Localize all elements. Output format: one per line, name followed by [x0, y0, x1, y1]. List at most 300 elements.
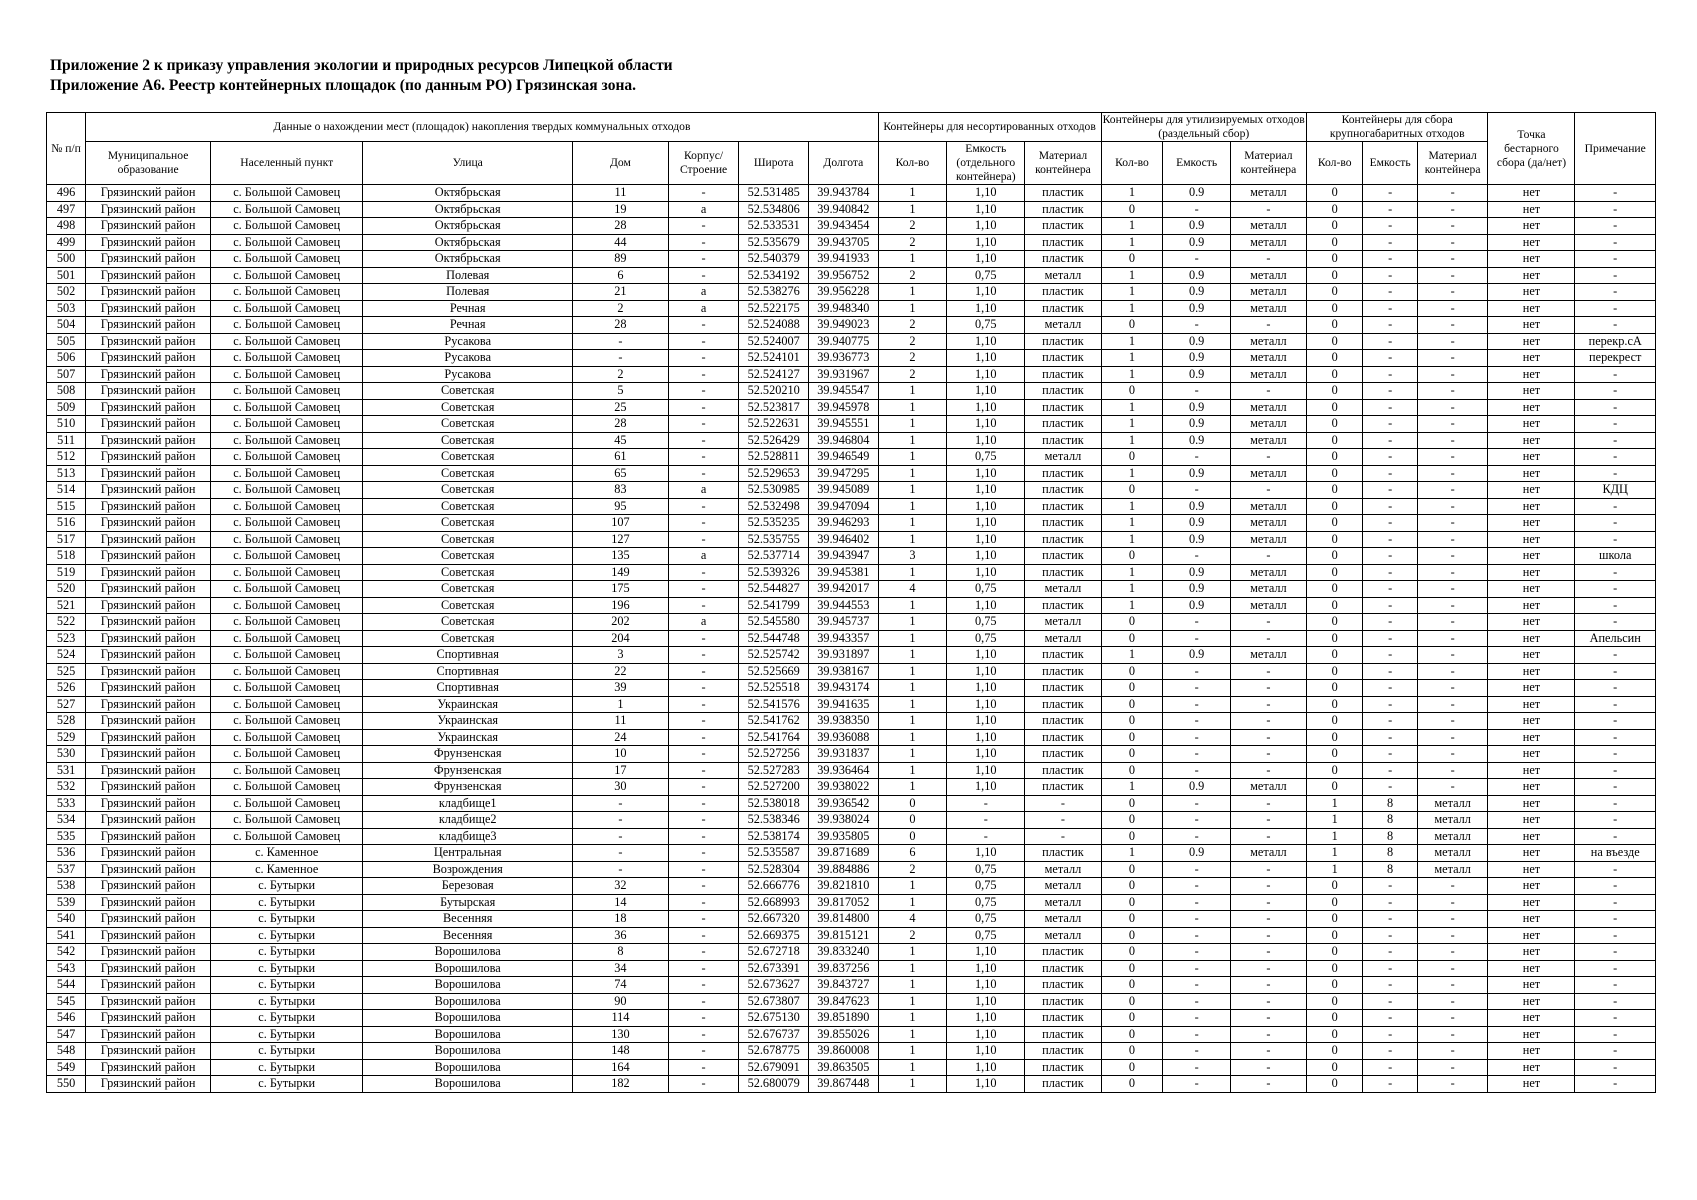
cell-municipality: Грязинский район — [86, 317, 211, 334]
cell-num: 503 — [47, 300, 86, 317]
cell-b-material: - — [1417, 977, 1488, 994]
cell-u-volume: 1,10 — [947, 1026, 1025, 1043]
cell-b-count: 0 — [1306, 300, 1363, 317]
cell-building: - — [668, 993, 739, 1010]
cell-u-count: 1 — [878, 201, 946, 218]
cell-municipality: Грязинский район — [86, 713, 211, 730]
cell-lat: 52.534192 — [739, 267, 809, 284]
cell-lon: 39.946402 — [808, 531, 878, 548]
cell-house: 19 — [573, 201, 669, 218]
table-row — [47, 498, 1656, 515]
cell-b-material: - — [1417, 416, 1488, 433]
cell-street: Октябрьская — [363, 185, 573, 202]
cell-street: Фрунзенская — [363, 746, 573, 763]
cell-house: 74 — [573, 977, 669, 994]
cell-b-material: - — [1417, 1076, 1488, 1093]
cell-s-volume: 0.9 — [1163, 300, 1230, 317]
cell-s-count: 0 — [1101, 1043, 1163, 1060]
unsorted-group-header: Контейнеры для несортированных отходов — [878, 113, 1101, 142]
cell-u-material: пластик — [1025, 779, 1101, 796]
cell-settlement: с. Большой Самовец — [211, 366, 363, 383]
cell-bagless: нет — [1488, 366, 1575, 383]
cell-u-count: 1 — [878, 1026, 946, 1043]
cell-street: Украинская — [363, 729, 573, 746]
cell-street: Октябрьская — [363, 201, 573, 218]
cell-lat: 52.538346 — [739, 812, 809, 829]
cell-b-count: 0 — [1306, 1010, 1363, 1027]
cell-street: Весенняя — [363, 927, 573, 944]
cell-b-material: металл — [1417, 861, 1488, 878]
cell-num: 528 — [47, 713, 86, 730]
cell-lat: 52.679091 — [739, 1059, 809, 1076]
cell-note: школа — [1575, 548, 1656, 565]
cell-bagless: нет — [1488, 1059, 1575, 1076]
cell-b-count: 0 — [1306, 383, 1363, 400]
cell-s-count: 0 — [1101, 251, 1163, 268]
cell-house: 2 — [573, 300, 669, 317]
cell-settlement: с. Бутырки — [211, 911, 363, 928]
cell-street: Возрождения — [363, 861, 573, 878]
cell-lat: 52.668993 — [739, 894, 809, 911]
lon-header: Долгота — [808, 142, 878, 185]
cell-u-count: 1 — [878, 894, 946, 911]
cell-bagless: нет — [1488, 647, 1575, 664]
cell-municipality: Грязинский район — [86, 878, 211, 895]
cell-s-material: - — [1230, 482, 1306, 499]
building-header: Корпус/ Строение — [668, 142, 739, 185]
cell-u-count: 2 — [878, 317, 946, 334]
cell-bagless: нет — [1488, 1076, 1575, 1093]
cell-bagless: нет — [1488, 185, 1575, 202]
cell-note: - — [1575, 366, 1656, 383]
cell-u-volume: 1,10 — [947, 284, 1025, 301]
cell-u-volume: 1,10 — [947, 201, 1025, 218]
cell-lon: 39.945381 — [808, 564, 878, 581]
cell-num: 550 — [47, 1076, 86, 1093]
cell-lon: 39.940775 — [808, 333, 878, 350]
cell-note: - — [1575, 284, 1656, 301]
cell-s-volume: 0.9 — [1163, 531, 1230, 548]
cell-lon: 39.943454 — [808, 218, 878, 235]
cell-b-count: 0 — [1306, 432, 1363, 449]
cell-settlement: с. Большой Самовец — [211, 746, 363, 763]
cell-s-volume: - — [1163, 383, 1230, 400]
cell-s-volume: 0.9 — [1163, 234, 1230, 251]
cell-municipality: Грязинский район — [86, 597, 211, 614]
cell-lon: 39.867448 — [808, 1076, 878, 1093]
cell-bagless: нет — [1488, 350, 1575, 367]
cell-num: 509 — [47, 399, 86, 416]
cell-house: 135 — [573, 548, 669, 565]
cell-lat: 52.538174 — [739, 828, 809, 845]
cell-lon: 39.938024 — [808, 812, 878, 829]
cell-lon: 39.947295 — [808, 465, 878, 482]
cell-building: - — [668, 713, 739, 730]
cell-b-material: - — [1417, 894, 1488, 911]
cell-street: Речная — [363, 300, 573, 317]
cell-u-volume: 1,10 — [947, 746, 1025, 763]
document-title — [50, 56, 673, 96]
cell-num: 513 — [47, 465, 86, 482]
cell-b-material: - — [1417, 1059, 1488, 1076]
cell-b-material: - — [1417, 300, 1488, 317]
cell-u-count: 2 — [878, 861, 946, 878]
cell-settlement: с. Большой Самовец — [211, 597, 363, 614]
cell-street: Ворошилова — [363, 1026, 573, 1043]
cell-bagless: нет — [1488, 383, 1575, 400]
cell-note: - — [1575, 812, 1656, 829]
cell-house: 202 — [573, 614, 669, 631]
cell-u-material: пластик — [1025, 746, 1101, 763]
cell-note: перекрест — [1575, 350, 1656, 367]
table-row — [47, 1026, 1656, 1043]
cell-building: - — [668, 696, 739, 713]
cell-building: - — [668, 350, 739, 367]
cell-b-volume: 8 — [1363, 828, 1417, 845]
cell-settlement: с. Бутырки — [211, 1010, 363, 1027]
cell-u-count: 4 — [878, 911, 946, 928]
cell-b-volume: - — [1363, 746, 1417, 763]
cell-u-volume: 0,75 — [947, 267, 1025, 284]
cell-s-volume: 0.9 — [1163, 498, 1230, 515]
cell-s-material: - — [1230, 317, 1306, 334]
cell-s-volume: 0.9 — [1163, 465, 1230, 482]
cell-street: кладбище1 — [363, 795, 573, 812]
cell-num: 522 — [47, 614, 86, 631]
cell-settlement: с. Большой Самовец — [211, 828, 363, 845]
cell-note: - — [1575, 185, 1656, 202]
cell-municipality: Грязинский район — [86, 977, 211, 994]
cell-street: Советская — [363, 416, 573, 433]
cell-s-volume: 0.9 — [1163, 284, 1230, 301]
cell-b-count: 0 — [1306, 944, 1363, 961]
cell-num: 521 — [47, 597, 86, 614]
cell-house: 196 — [573, 597, 669, 614]
table-row — [47, 201, 1656, 218]
table-row — [47, 894, 1656, 911]
cell-b-material: - — [1417, 927, 1488, 944]
cell-street: Советская — [363, 531, 573, 548]
cell-b-material: - — [1417, 960, 1488, 977]
cell-municipality: Грязинский район — [86, 944, 211, 961]
cell-lat: 52.538276 — [739, 284, 809, 301]
cell-note: - — [1575, 1076, 1656, 1093]
cell-s-material: - — [1230, 1059, 1306, 1076]
cell-u-volume: 1,10 — [947, 977, 1025, 994]
cell-street: Советская — [363, 399, 573, 416]
cell-building: - — [668, 432, 739, 449]
cell-b-volume: - — [1363, 1043, 1417, 1060]
cell-house: 24 — [573, 729, 669, 746]
table-row — [47, 1059, 1656, 1076]
cell-num: 526 — [47, 680, 86, 697]
lat-header: Широта — [739, 142, 809, 185]
cell-note: - — [1575, 960, 1656, 977]
cell-municipality: Грязинский район — [86, 300, 211, 317]
cell-s-volume: - — [1163, 927, 1230, 944]
cell-street: Советская — [363, 581, 573, 598]
cell-bagless: нет — [1488, 630, 1575, 647]
cell-house: 148 — [573, 1043, 669, 1060]
cell-settlement: с. Большой Самовец — [211, 482, 363, 499]
table-row — [47, 218, 1656, 235]
cell-street: Ворошилова — [363, 1043, 573, 1060]
cell-lon: 39.941933 — [808, 251, 878, 268]
cell-lat: 52.537714 — [739, 548, 809, 565]
cell-lon: 39.945547 — [808, 383, 878, 400]
cell-building: - — [668, 762, 739, 779]
cell-note: - — [1575, 696, 1656, 713]
cell-bagless: нет — [1488, 1043, 1575, 1060]
cell-s-material: - — [1230, 993, 1306, 1010]
cell-note: перекр.сА — [1575, 333, 1656, 350]
cell-num: 543 — [47, 960, 86, 977]
cell-note: - — [1575, 729, 1656, 746]
cell-u-count: 1 — [878, 1059, 946, 1076]
cell-num: 512 — [47, 449, 86, 466]
cell-street: Советская — [363, 465, 573, 482]
cell-lon: 39.945737 — [808, 614, 878, 631]
cell-building: - — [668, 894, 739, 911]
cell-b-volume: 8 — [1363, 795, 1417, 812]
cell-u-material: пластик — [1025, 1059, 1101, 1076]
cell-bagless: нет — [1488, 762, 1575, 779]
table-row — [47, 317, 1656, 334]
cell-u-volume: 1,10 — [947, 564, 1025, 581]
cell-b-count: 0 — [1306, 894, 1363, 911]
cell-lat: 52.525518 — [739, 680, 809, 697]
cell-u-count: 1 — [878, 465, 946, 482]
table-row — [47, 185, 1656, 202]
table-row — [47, 746, 1656, 763]
cell-s-volume: - — [1163, 1059, 1230, 1076]
cell-lon: 39.821810 — [808, 878, 878, 895]
cell-house: 28 — [573, 416, 669, 433]
table-row — [47, 927, 1656, 944]
cell-s-volume: - — [1163, 977, 1230, 994]
cell-num: 535 — [47, 828, 86, 845]
cell-num: 497 — [47, 201, 86, 218]
cell-b-volume: 8 — [1363, 812, 1417, 829]
cell-bagless: нет — [1488, 977, 1575, 994]
cell-lat: 52.524127 — [739, 366, 809, 383]
cell-settlement: с. Бутырки — [211, 1059, 363, 1076]
table-row — [47, 1043, 1656, 1060]
cell-note: - — [1575, 218, 1656, 235]
cell-b-volume: - — [1363, 201, 1417, 218]
cell-s-material: металл — [1230, 399, 1306, 416]
cell-b-volume: - — [1363, 630, 1417, 647]
table-row — [47, 482, 1656, 499]
cell-street: Октябрьская — [363, 234, 573, 251]
cell-s-material: - — [1230, 762, 1306, 779]
cell-num: 542 — [47, 944, 86, 961]
cell-u-volume: - — [947, 828, 1025, 845]
cell-lon: 39.938350 — [808, 713, 878, 730]
cell-b-count: 0 — [1306, 465, 1363, 482]
table-row — [47, 449, 1656, 466]
cell-bagless: нет — [1488, 795, 1575, 812]
cell-note: - — [1575, 993, 1656, 1010]
cell-lon: 39.942017 — [808, 581, 878, 598]
cell-note: - — [1575, 432, 1656, 449]
cell-s-material: металл — [1230, 498, 1306, 515]
cell-b-count: 0 — [1306, 993, 1363, 1010]
cell-b-count: 0 — [1306, 581, 1363, 598]
cell-building: - — [668, 647, 739, 664]
cell-street: Советская — [363, 564, 573, 581]
table-body — [47, 185, 1656, 1093]
cell-b-count: 0 — [1306, 597, 1363, 614]
cell-b-volume: - — [1363, 366, 1417, 383]
cell-b-material: - — [1417, 779, 1488, 796]
cell-u-material: пластик — [1025, 1026, 1101, 1043]
cell-building: - — [668, 845, 739, 862]
cell-b-volume: - — [1363, 1010, 1417, 1027]
cell-s-volume: - — [1163, 1076, 1230, 1093]
cell-note: КДЦ — [1575, 482, 1656, 499]
cell-s-volume: 0.9 — [1163, 597, 1230, 614]
cell-municipality: Грязинский район — [86, 350, 211, 367]
cell-b-volume: - — [1363, 696, 1417, 713]
cell-street: Русакова — [363, 350, 573, 367]
cell-municipality: Грязинский район — [86, 333, 211, 350]
cell-b-material: - — [1417, 317, 1488, 334]
cell-num: 510 — [47, 416, 86, 433]
cell-settlement: с. Большой Самовец — [211, 300, 363, 317]
cell-house: 21 — [573, 284, 669, 301]
cell-bagless: нет — [1488, 680, 1575, 697]
cell-house: 18 — [573, 911, 669, 928]
table-row — [47, 432, 1656, 449]
cell-b-material: - — [1417, 383, 1488, 400]
cell-lat: 52.524088 — [739, 317, 809, 334]
cell-settlement: с. Большой Самовец — [211, 218, 363, 235]
cell-u-count: 1 — [878, 531, 946, 548]
cell-bagless: нет — [1488, 713, 1575, 730]
b-count-header: Кол-во — [1306, 142, 1363, 185]
cell-lon: 39.946549 — [808, 449, 878, 466]
cell-note: - — [1575, 300, 1656, 317]
cell-num: 530 — [47, 746, 86, 763]
cell-building: а — [668, 614, 739, 631]
cell-note: - — [1575, 894, 1656, 911]
cell-municipality: Грязинский район — [86, 779, 211, 796]
cell-lon: 39.946293 — [808, 515, 878, 532]
cell-bagless: нет — [1488, 515, 1575, 532]
cell-u-volume: 1,10 — [947, 1059, 1025, 1076]
cell-s-volume: 0.9 — [1163, 399, 1230, 416]
cell-s-material: - — [1230, 713, 1306, 730]
cell-street: Ворошилова — [363, 1076, 573, 1093]
cell-house: - — [573, 333, 669, 350]
cell-b-material: - — [1417, 251, 1488, 268]
cell-u-volume: 1,10 — [947, 713, 1025, 730]
cell-municipality: Грязинский район — [86, 1059, 211, 1076]
cell-u-count: 1 — [878, 762, 946, 779]
cell-building: - — [668, 861, 739, 878]
title-line-2: Приложение А6. Реестр контейнерных площадок (по данным РО) Грязинская зона. — [50, 77, 636, 94]
cell-b-count: 0 — [1306, 746, 1363, 763]
table-row — [47, 284, 1656, 301]
cell-u-material: пластик — [1025, 482, 1101, 499]
cell-lat: 52.539326 — [739, 564, 809, 581]
cell-u-volume: 0,75 — [947, 630, 1025, 647]
table-row — [47, 696, 1656, 713]
cell-b-count: 0 — [1306, 680, 1363, 697]
cell-s-material: - — [1230, 449, 1306, 466]
cell-bagless: нет — [1488, 614, 1575, 631]
cell-building: а — [668, 548, 739, 565]
cell-municipality: Грязинский район — [86, 399, 211, 416]
cell-u-count: 0 — [878, 828, 946, 845]
cell-house: 5 — [573, 383, 669, 400]
cell-s-count: 1 — [1101, 531, 1163, 548]
cell-num: 523 — [47, 630, 86, 647]
cell-num: 548 — [47, 1043, 86, 1060]
cell-street: Полевая — [363, 284, 573, 301]
table-row — [47, 911, 1656, 928]
cell-u-count: 2 — [878, 333, 946, 350]
cell-s-count: 0 — [1101, 944, 1163, 961]
cell-building: - — [668, 1076, 739, 1093]
cell-municipality: Грязинский район — [86, 185, 211, 202]
cell-house: 114 — [573, 1010, 669, 1027]
cell-bagless: нет — [1488, 548, 1575, 565]
cell-settlement: с. Большой Самовец — [211, 432, 363, 449]
cell-num: 504 — [47, 317, 86, 334]
cell-s-count: 0 — [1101, 696, 1163, 713]
cell-s-material: - — [1230, 630, 1306, 647]
cell-municipality: Грязинский район — [86, 680, 211, 697]
cell-settlement: с. Большой Самовец — [211, 696, 363, 713]
cell-b-count: 0 — [1306, 614, 1363, 631]
table-row — [47, 333, 1656, 350]
cell-u-volume: 0,75 — [947, 878, 1025, 895]
cell-street: Русакова — [363, 333, 573, 350]
table-row — [47, 300, 1656, 317]
cell-street: Советская — [363, 482, 573, 499]
cell-u-material: пластик — [1025, 713, 1101, 730]
cell-b-volume: - — [1363, 960, 1417, 977]
cell-bagless: нет — [1488, 1010, 1575, 1027]
cell-street: Березовая — [363, 878, 573, 895]
cell-building: - — [668, 663, 739, 680]
cell-s-material: - — [1230, 795, 1306, 812]
cell-u-count: 2 — [878, 234, 946, 251]
cell-b-count: 0 — [1306, 779, 1363, 796]
cell-bagless: нет — [1488, 746, 1575, 763]
cell-bagless: нет — [1488, 333, 1575, 350]
cell-building: - — [668, 1043, 739, 1060]
cell-street: Советская — [363, 449, 573, 466]
cell-b-material: - — [1417, 267, 1488, 284]
cell-b-count: 0 — [1306, 449, 1363, 466]
cell-b-material: - — [1417, 515, 1488, 532]
cell-u-material: пластик — [1025, 845, 1101, 862]
cell-note: - — [1575, 597, 1656, 614]
cell-s-count: 0 — [1101, 861, 1163, 878]
cell-settlement: с. Бутырки — [211, 927, 363, 944]
table-row — [47, 614, 1656, 631]
cell-lat: 52.544827 — [739, 581, 809, 598]
cell-b-volume: - — [1363, 878, 1417, 895]
cell-b-material: - — [1417, 663, 1488, 680]
cell-num: 505 — [47, 333, 86, 350]
table-row — [47, 647, 1656, 664]
cell-settlement: с. Большой Самовец — [211, 234, 363, 251]
cell-settlement: с. Большой Самовец — [211, 416, 363, 433]
